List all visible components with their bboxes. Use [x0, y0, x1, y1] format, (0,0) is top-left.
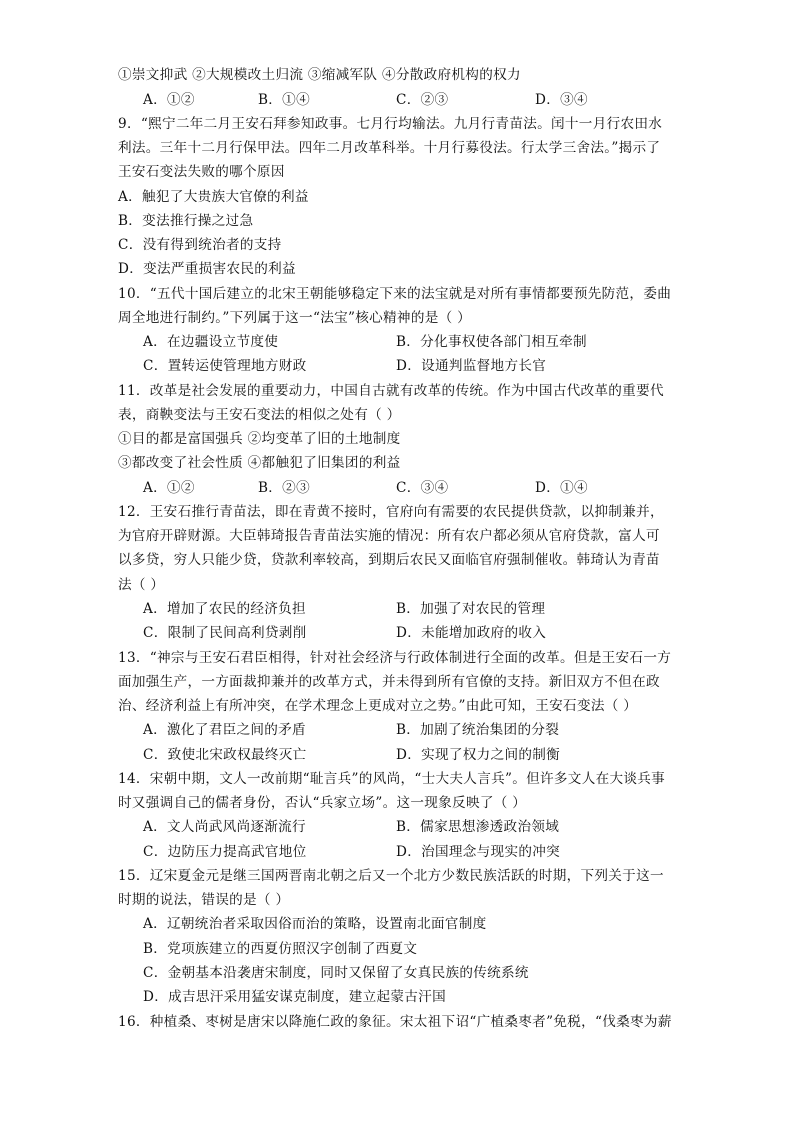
q10-stem-line2: 周全地进行制约。”下列属于这一“法宝”核心精神的是（ ）	[118, 310, 472, 326]
q10-option-c[interactable]: C．置转运使管理地方财政	[143, 358, 307, 374]
q9-stem-line3: 王安石变法失败的哪个原因	[118, 164, 285, 180]
q13-option-b[interactable]: B．加剧了统治集团的分裂	[396, 722, 560, 738]
q8-option-b[interactable]: B．①④	[258, 92, 310, 108]
q8-option-c[interactable]: C．②③	[396, 92, 449, 108]
q8-statements: ①崇文抑武 ②大规模改土归流 ③缩减军队 ④分散政府机构的权力	[118, 67, 521, 83]
q15-stem-line1: 15．辽宋夏金元是继三国两晋南北朝之后又一个北方少数民族活跃的时期，下列关于这一	[118, 868, 664, 884]
q15-option-d[interactable]: D．成吉思汗采用猛安谋克制度，建立起蒙古汗国	[143, 989, 446, 1005]
q13-stem-line2: 面加强生产，一方面裁抑兼并的改革方式，并未得到所有官僚的支持。新旧双方不但在政	[118, 674, 660, 690]
q11-stem-line1: 11．改革是社会发展的重要动力，中国自古就有改革的传统。作为中国古代改革的重要代	[118, 383, 664, 399]
q12-stem-line1: 12．王安石推行青苗法，即在青黄不接时，官府向有需要的农民提供贷款，以抑制兼并，	[118, 504, 664, 520]
q12-option-a[interactable]: A．增加了农民的经济负担	[143, 601, 306, 617]
q12-stem-line4: 法（ ）	[118, 577, 165, 593]
q9-option-d[interactable]: D．变法严重损害农民的利益	[118, 261, 296, 277]
q13-option-c[interactable]: C．致使北宋政权最终灭亡	[143, 747, 307, 763]
q10-option-d[interactable]: D．设通判监督地方长官	[396, 358, 547, 374]
q12-stem-line3: 以多贷，穷人只能少贷，贷款利率较高，到期后农民又面临官府强制催收。韩琦认为青苗	[118, 552, 660, 568]
q14-option-c[interactable]: C．边防压力提高武官地位	[143, 844, 307, 860]
q9-stem-line1: 9．“熙宁二年二月王安石拜参知政事。七月行均输法。九月行青苗法。闰十一月行农田水	[118, 116, 663, 132]
q13-stem-line1: 13．“神宗与王安石君臣相得，针对社会经济与行政体制进行全面的改革。但是王安石一方	[118, 650, 672, 666]
q13-option-a[interactable]: A．激化了君臣之间的矛盾	[143, 722, 306, 738]
q9-option-a[interactable]: A．触犯了大贵族大官僚的利益	[118, 189, 309, 205]
q11-option-d[interactable]: D．①④	[535, 480, 588, 496]
q14-option-b[interactable]: B．儒家思想渗透政治领域	[396, 819, 560, 835]
q12-option-b[interactable]: B．加强了对农民的管理	[396, 601, 546, 617]
q11-statements-2: ③都改变了社会性质 ④都触犯了旧集团的利益	[118, 455, 401, 471]
q14-option-a[interactable]: A．文人尚武风尚逐渐流行	[143, 819, 306, 835]
q11-option-b[interactable]: B．②③	[258, 480, 310, 496]
q8-option-d[interactable]: D．③④	[535, 92, 588, 108]
q10-stem-line1: 10．“五代十国后建立的北宋王朝能够稳定下来的法宝就是对所有事情都要预先防范，委曲	[118, 286, 672, 302]
q10-option-a[interactable]: A．在边疆设立节度使	[143, 334, 279, 350]
q11-option-c[interactable]: C．③④	[396, 480, 449, 496]
q13-stem-line3: 治、经济利益上有所冲突，在学术理念上更成对立之势。”由此可知，王安石变法（ ）	[118, 698, 638, 714]
q15-option-c[interactable]: C．金朝基本沿袭唐宋制度，同时又保留了女真民族的传统系统	[143, 965, 529, 981]
q15-option-a[interactable]: A．辽朝统治者采取因俗而治的策略，设置南北面官制度	[143, 916, 487, 932]
q12-option-c[interactable]: C．限制了民间高利贷剥削	[143, 625, 307, 641]
q12-stem-line2: 为官府开辟财源。大臣韩琦报告青苗法实施的情况：所有农户都必须从官府贷款，富人可	[118, 528, 660, 544]
q10-option-b[interactable]: B．分化事权使各部门相互牵制	[396, 334, 587, 350]
q13-option-d[interactable]: D．实现了权力之间的制衡	[396, 747, 561, 763]
q12-option-d[interactable]: D．未能增加政府的收入	[396, 625, 547, 641]
q14-stem-line2: 时又强调自己的儒者身份，否认“兵家立场”。这一现象反映了（ ）	[118, 795, 527, 811]
q11-stem-line2: 表，商鞅变法与王安石变法的相似之处有（ ）	[118, 407, 401, 423]
q14-option-d[interactable]: D．治国理念与现实的冲突	[396, 844, 561, 860]
q15-option-b[interactable]: B．党项族建立的西夏仿照汉字创制了西夏文	[143, 941, 418, 957]
q14-stem-line1: 14．宋朝中期，文人一改前期“耻言兵”的风尚，“士大夫人言兵”。但许多文人在大谈兵事	[118, 771, 666, 787]
q11-option-a[interactable]: A．①②	[143, 480, 195, 496]
q8-option-a[interactable]: A．①②	[143, 92, 195, 108]
q16-stem-line1: 16．种植桑、枣树是唐宋以降施仁政的象征。宋太祖下诏“广植桑枣者”免税，“伐桑枣为薪	[118, 1014, 672, 1030]
q9-option-c[interactable]: C．没有得到统治者的支持	[118, 237, 282, 253]
q9-stem-line2: 利法。三年十二月行保甲法。四年二月改革科举。十月行募役法。行太学三舍法。”揭示了	[118, 140, 661, 156]
q11-statements-1: ①目的都是富国强兵 ②均变革了旧的土地制度	[118, 431, 401, 447]
q15-stem-line2: 时期的说法，错误的是（ ）	[118, 892, 290, 908]
q9-option-b[interactable]: B．变法推行操之过急	[118, 213, 254, 229]
